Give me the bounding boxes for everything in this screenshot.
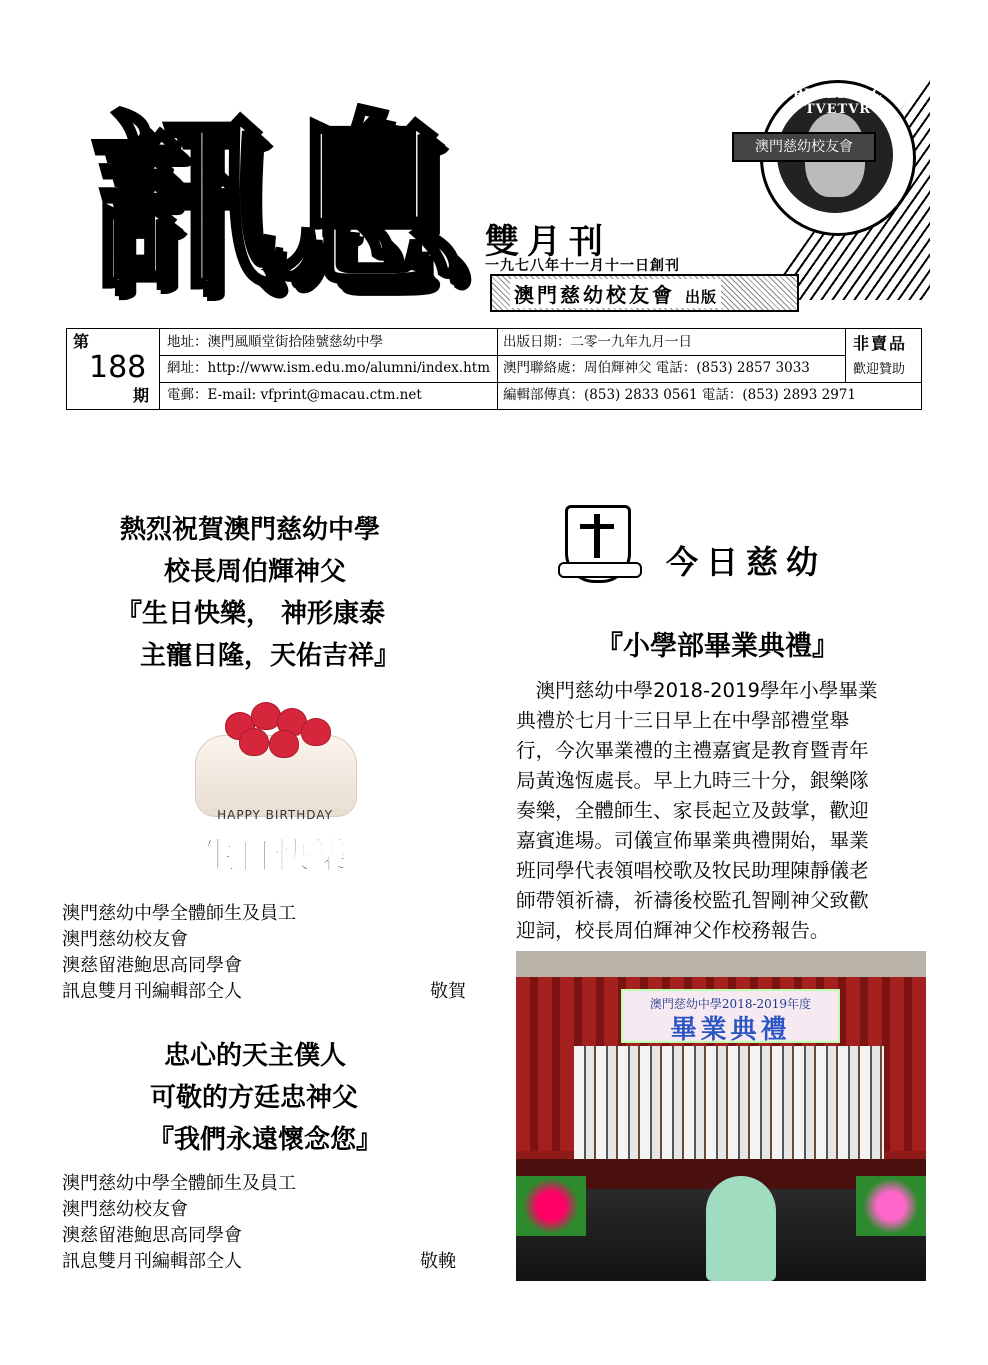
ceremony-banner [621, 989, 840, 1043]
ceiling [516, 951, 926, 977]
birthday-closing: 敬賀 [430, 981, 466, 1002]
strawberry [301, 718, 331, 746]
flower-basket [516, 1176, 586, 1236]
memorial-line-1: 忠心的天主僕人 [164, 1041, 347, 1071]
signer-1: 澳門慈幼中學全體師生及員工 [62, 1173, 296, 1194]
masthead [60, 70, 940, 315]
section-title: 今日慈幼 [666, 543, 827, 581]
signer-4: 訊息雙月刊編輯部仝人 [62, 981, 242, 1002]
subtitle: 雙月刊 [485, 222, 611, 262]
not-for-sale: 非賣品 [853, 334, 908, 353]
school-crest-icon [565, 505, 631, 583]
divider [845, 329, 846, 383]
info-table [66, 328, 922, 410]
birthday-line-2: 校長周伯輝神父 [164, 557, 347, 587]
liaison: 澳門聯絡處：周伯輝神父 電話：(853) 2857 3033 [503, 360, 810, 376]
publish-date: 出版日期：二零一九年九月一日 [503, 334, 692, 350]
issue-number: 188 [89, 350, 147, 385]
crest-ribbon [558, 562, 642, 578]
crest-cross [594, 514, 600, 558]
title-char-2: 息 [274, 94, 459, 315]
signer-4: 訊息雙月刊編輯部仝人 [62, 1251, 242, 1272]
article-line: 嘉賓進場。司儀宣佈畢業典禮開始，畢業 [516, 829, 869, 852]
title-char-1: 訊 [90, 94, 275, 315]
banner-title: 畢業典禮 [670, 1015, 791, 1045]
conductor [706, 1176, 776, 1281]
email-link[interactable]: 電郵：E-mail: vfprint@macau.ctm.net [167, 387, 422, 403]
memorial-line-2: 可敬的方廷忠神父 [150, 1083, 359, 1113]
signer-3: 澳慈留港鮑思高同學會 [62, 1225, 242, 1246]
masthead-title [90, 94, 459, 315]
donations-welcome: 歡迎贊助 [853, 362, 906, 377]
address: 地址：澳門風順堂街拾陸號慈幼中學 [167, 334, 383, 350]
divider [497, 329, 498, 409]
memorial-closing: 敬輓 [420, 1251, 456, 1272]
signer-2: 澳門慈幼校友會 [62, 1199, 188, 1220]
cake-label: HAPPY BIRTHDAY [217, 808, 333, 822]
article-line: 行，今次畢業禮的主禮嘉賓是教育暨青年 [516, 739, 869, 762]
strawberry [269, 730, 299, 758]
cake-caption: 生日快樂 [200, 836, 349, 877]
article-body [516, 676, 926, 946]
publisher-name: 澳門慈幼校友會 [514, 283, 675, 307]
article-line: 局黃逸恆處長。早上九時三十分，銀樂隊 [516, 769, 869, 792]
strawberry [239, 728, 269, 756]
banner-small-text: 澳門慈幼中學2018-2019年度 [649, 997, 812, 1011]
flower-basket [856, 1176, 926, 1236]
birthday-cake-image [185, 690, 365, 820]
divider [159, 329, 160, 409]
seal-motto: PRAEIT AC TVETVR [792, 87, 884, 117]
article-line: 澳門慈幼中學2018-2019學年小學畢業 [516, 679, 878, 702]
crest-cross [580, 524, 614, 529]
editorial-fax: 編輯部傳真：(853) 2833 0561 電話：(853) 2893 2971 [503, 387, 856, 403]
graduation-photo [516, 951, 926, 1281]
signer-1: 澳門慈幼中學全體師生及員工 [62, 903, 296, 924]
publisher [510, 279, 721, 308]
birthday-line-3: 『生日快樂， 神形康泰 [116, 599, 386, 629]
student-choir [574, 1046, 884, 1161]
birthday-line-4: 主寵日隆，天佑吉祥』 [140, 641, 401, 671]
article-line: 典禮於七月十三日早上在中學部禮堂舉 [516, 709, 850, 732]
birthday-line-1: 熱烈祝賀澳門慈幼中學 [120, 515, 381, 545]
article-line: 班同學代表領唱校歌及牧民助理陳靜儀老 [516, 859, 869, 882]
memorial-line-3: 『我們永遠懷念您』 [148, 1125, 383, 1155]
seal-banner: 澳門慈幼校友會 [732, 132, 876, 162]
article-line: 師帶領祈禱，祈禱後校監孔智剛神父致歡 [516, 889, 869, 912]
publisher-suffix: 出版 [684, 288, 717, 306]
article-line: 奏樂，全體師生、家長起立及鼓掌，歡迎 [516, 799, 869, 822]
founded-date: 一九七八年十一月十一日創刊 [485, 258, 680, 274]
website-link[interactable]: 網址：http://www.ism.edu.mo/alumni/index.htm [167, 360, 491, 376]
issue-suffix: 期 [133, 386, 150, 405]
issue-prefix: 第 [73, 332, 90, 351]
article-title: 『小學部畢業典禮』 [596, 631, 839, 662]
signer-3: 澳慈留港鮑思高同學會 [62, 955, 242, 976]
article-line: 迎詞，校長周伯輝神父作校務報告。 [516, 919, 830, 942]
signer-2: 澳門慈幼校友會 [62, 929, 188, 950]
